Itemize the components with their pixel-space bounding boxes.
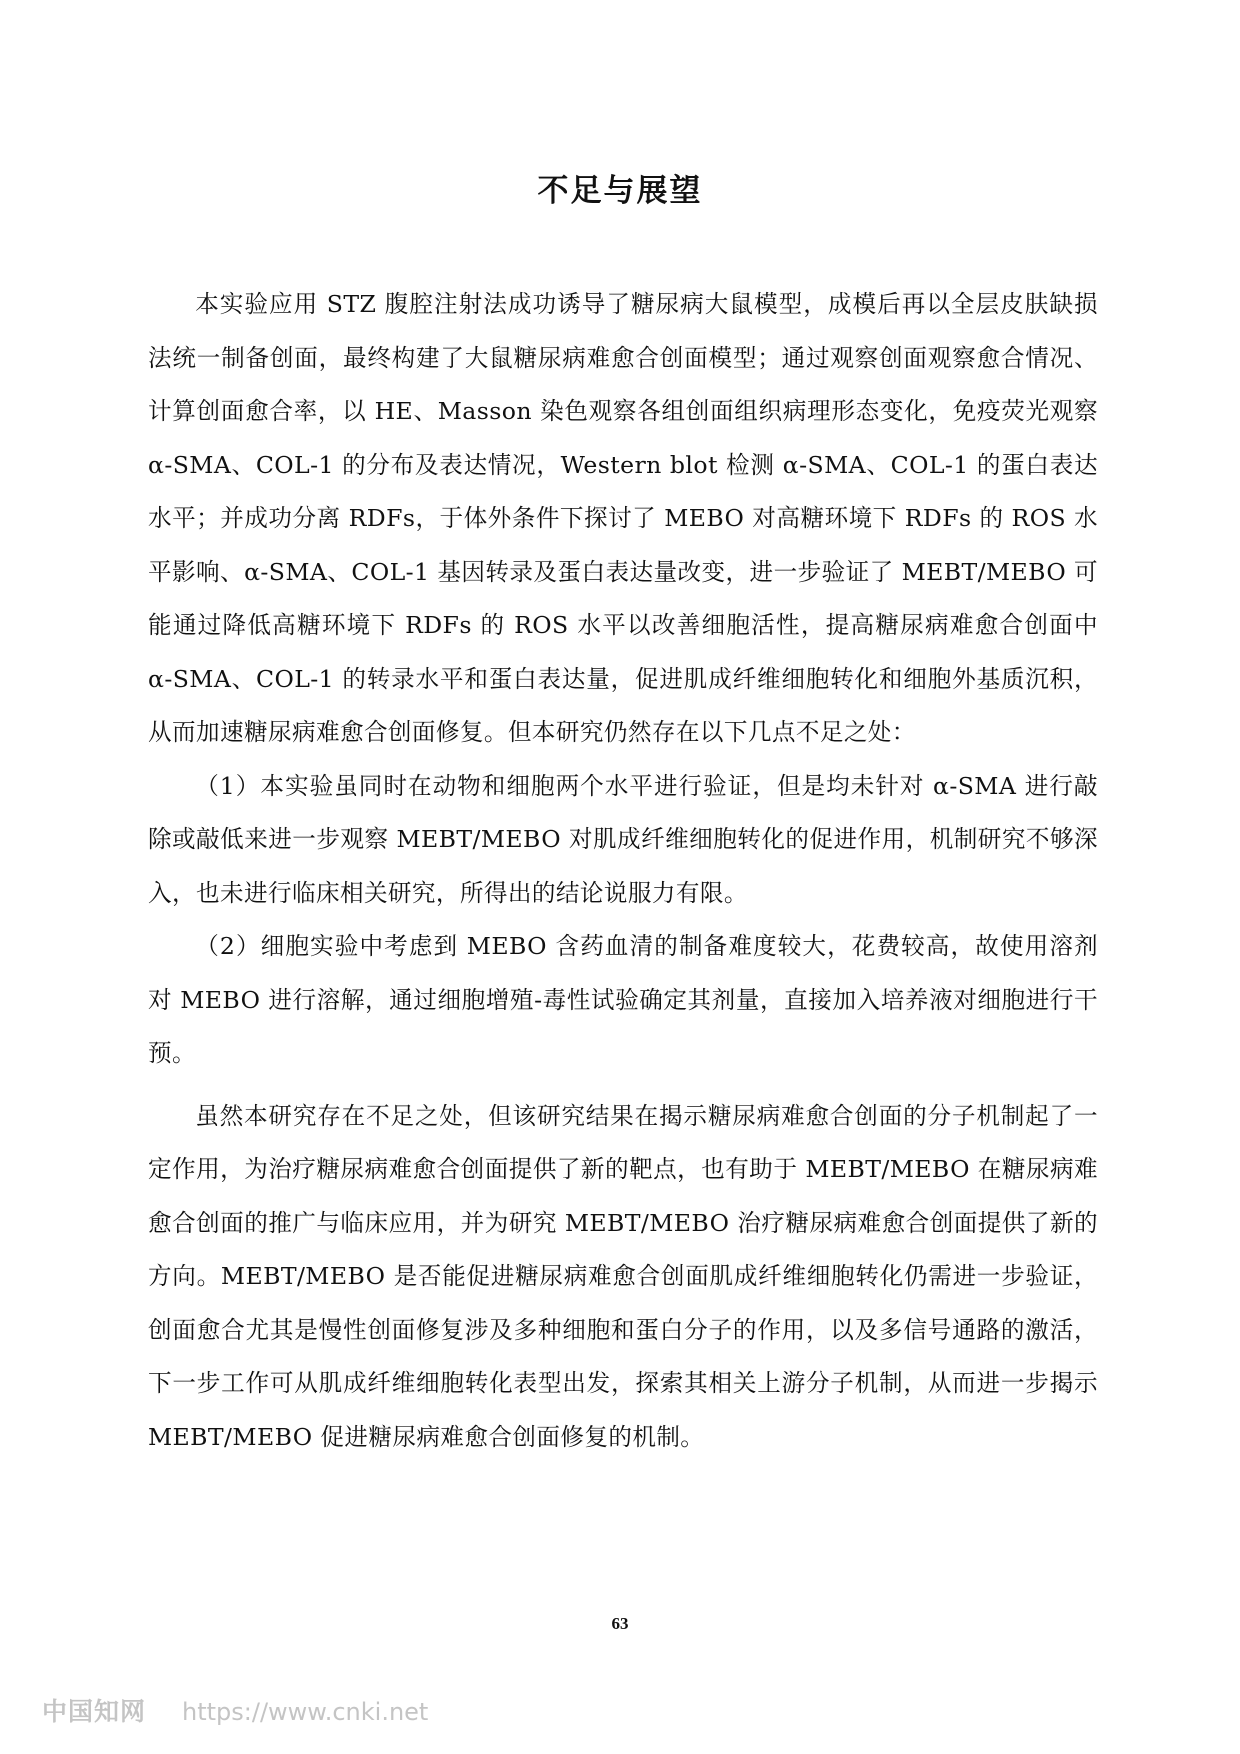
paragraph-summary: 本实验应用 STZ 腹腔注射法成功诱导了糖尿病大鼠模型，成模后再以全层皮肤缺损法统一制备创面，最终构建了大鼠糖尿病难愈合创面模型；通过观察创面观察愈合情况、计算创面愈合率，以 HE、Masson 染色观察各组创面组织病理形态变化，免疫荧光观察 α-SMA、COL-1 的分布及表达情况，Western blot 检测 α-SMA、COL-1 的蛋白表达水平；并成功分离 RDFs，于体外条件下探讨了 MEBO 对高糖环境下 RDFs 的 ROS 水平影响、α-SMA、COL-1 基因转录及蛋白表达量改变，进一步验证了 MEBT/MEBO 可能通过降低高糖环境下 RDFs 的 ROS 水平以改善细胞活性，提高糖尿病难愈合创面中 α-SMA、COL-1 的转录水平和蛋白表达量，促进肌成纤维细胞转化和细胞外基质沉积，从而加速糖尿病难愈合创面修复。但本研究仍然存在以下几点不足之处： bbox=[148, 290, 1098, 746]
watermark-brand: 中国知网 bbox=[42, 1697, 147, 1726]
paragraph-limitation-1: （1）本实验虽同时在动物和细胞两个水平进行验证，但是均未针对 α-SMA 进行敲除或敲低来进一步观察 MEBT/MEBO 对肌成纤维细胞转化的促进作用，机制研究不够深入，也未进行临床相关研究，所得出的结论说服力有限。 bbox=[148, 771, 1098, 907]
paragraph-outlook: 虽然本研究存在不足之处，但该研究结果在揭示糖尿病难愈合创面的分子机制起了一定作用，为治疗糖尿病难愈合创面提供了新的靶点，也有助于 MEBT/MEBO 在糖尿病难愈合创面的推广与临床应用，并为研究 MEBT/MEBO 治疗糖尿病难愈合创面提供了新的方向。MEBT/MEBO 是否能促进糖尿病难愈合创面肌成纤维细胞转化仍需进一步验证，创面愈合尤其是慢性创面修复涉及多种细胞和蛋白分子的作用，以及多信号通路的激活，下一步工作可从肌成纤维细胞转化表型出发，探索其相关上游分子机制，从而进一步揭示 MEBT/MEBO 促进糖尿病难愈合创面修复的机制。 bbox=[148, 1101, 1098, 1451]
cnki-watermark bbox=[42, 1692, 428, 1728]
body-text bbox=[148, 278, 1098, 1464]
page-title: 不足与展望 bbox=[537, 173, 703, 209]
paragraph-limitation-2: （2）细胞实验中考虑到 MEBO 含药血清的制备难度较大，花费较高，故使用溶剂对 MEBO 进行溶解，通过细胞增殖-毒性试验确定其剂量，直接加入培养液对细胞进行干预。 bbox=[148, 932, 1098, 1067]
page-number: 63 bbox=[611, 1614, 629, 1633]
watermark-url: https://www.cnki.net bbox=[182, 1698, 429, 1726]
